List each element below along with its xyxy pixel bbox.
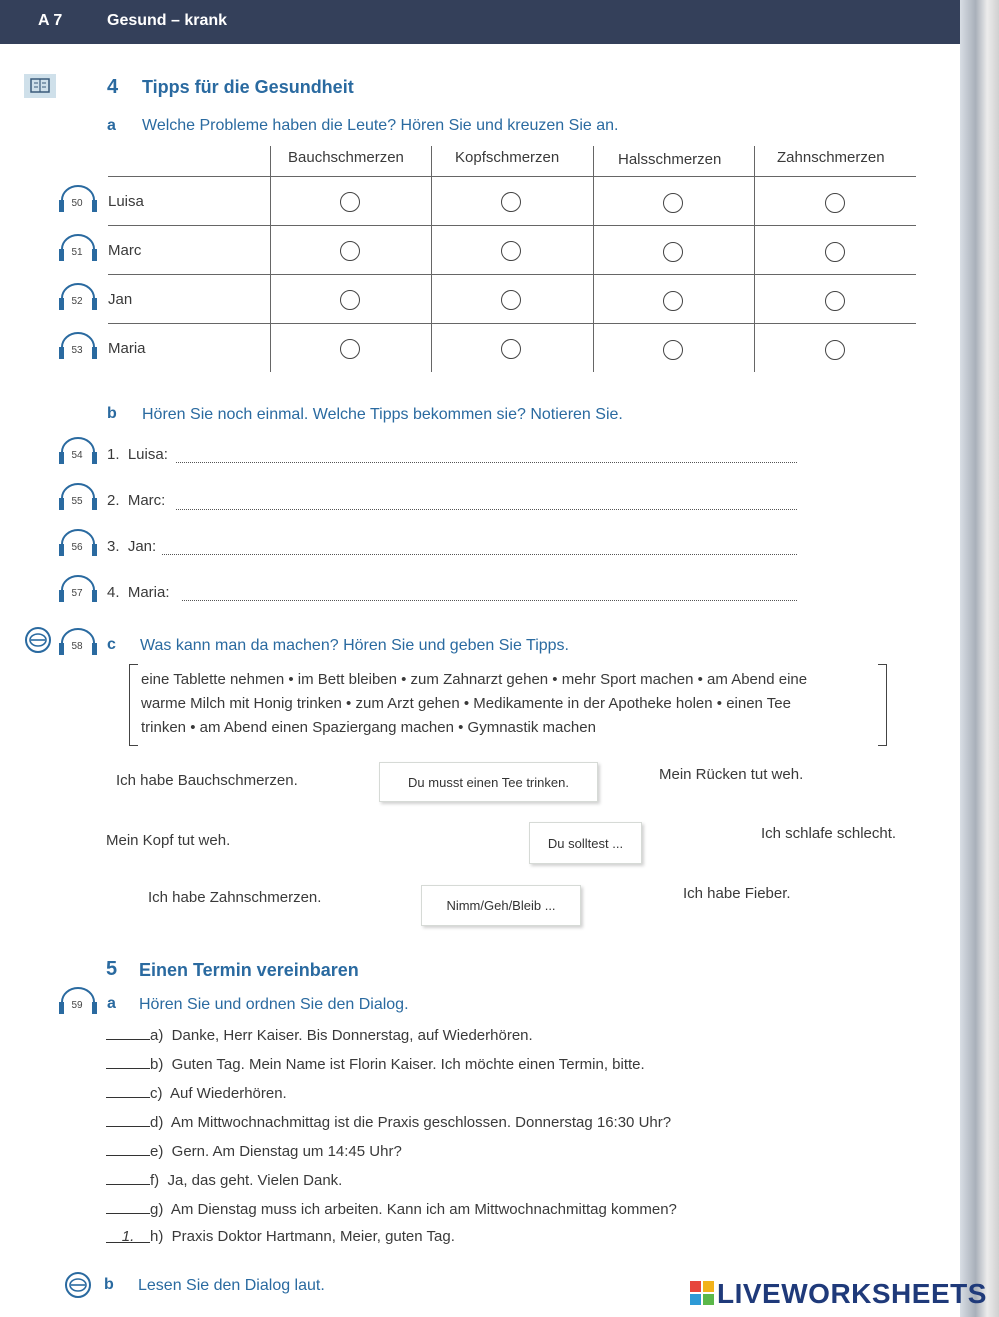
answer-circle[interactable] <box>825 291 845 311</box>
headphones-icon[interactable] <box>56 478 100 514</box>
order-input[interactable] <box>106 1112 150 1127</box>
headphones-icon[interactable] <box>56 524 100 560</box>
answer-circle[interactable] <box>825 340 845 360</box>
section-number: 5 <box>106 958 118 980</box>
exercise-instruction: Hören Sie und ordnen Sie den Dialog. <box>139 996 409 1013</box>
answer-circle[interactable] <box>663 291 683 311</box>
exercise-letter: b <box>107 405 117 422</box>
answer-circle[interactable] <box>501 241 521 261</box>
speech-bubble: Du solltest ... <box>529 822 642 864</box>
person-name: Marc <box>108 242 142 259</box>
column-header: Zahnschmerzen <box>777 149 885 166</box>
list-item: b) Guten Tag. Mein Name ist Florin Kaiser. Ich möchte einen Termin, bitte. <box>106 1054 645 1073</box>
headphones-icon[interactable] <box>56 180 100 216</box>
speech-bubble: Du musst einen Tee trinken. <box>379 762 598 802</box>
column-header: Kopfschmerzen <box>455 149 560 166</box>
track-number: 57 <box>71 588 83 599</box>
track-number: 53 <box>71 345 83 356</box>
answer-circle[interactable] <box>501 339 521 359</box>
answer-circle[interactable] <box>501 192 521 212</box>
answer-input[interactable] <box>176 461 797 463</box>
answer-circle[interactable] <box>663 193 683 213</box>
answer-circle[interactable] <box>501 290 521 310</box>
list-item: f) Ja, das geht. Vielen Dank. <box>106 1170 342 1189</box>
track-number: 54 <box>71 450 83 461</box>
unit-label: A 7 <box>38 12 63 29</box>
headphones-icon[interactable] <box>56 278 100 314</box>
exercise-letter: b <box>104 1276 114 1293</box>
exercise-instruction: Was kann man da machen? Hören Sie und geben Sie Tipps. <box>140 637 569 654</box>
track-number: 52 <box>71 296 83 307</box>
section-title: Tipps für die Gesundheit <box>142 77 354 97</box>
statement: Ich habe Fieber. <box>683 885 791 902</box>
speaking-icon <box>64 1271 92 1299</box>
answer-circle[interactable] <box>340 241 360 261</box>
track-number: 59 <box>71 1000 83 1011</box>
person-name: Jan <box>108 291 133 308</box>
liveworksheets-logo-icon <box>690 1281 714 1305</box>
headphones-icon[interactable] <box>56 229 100 265</box>
order-input[interactable] <box>106 1083 150 1098</box>
headphones-icon[interactable] <box>56 623 100 659</box>
answer-circle[interactable] <box>340 339 360 359</box>
answer-circle[interactable] <box>340 192 360 212</box>
answer-circle[interactable] <box>663 340 683 360</box>
order-input[interactable] <box>106 1199 150 1214</box>
exercise-instruction: Lesen Sie den Dialog laut. <box>138 1277 325 1294</box>
track-number: 58 <box>71 641 83 652</box>
exercise-instruction: Hören Sie noch einmal. Welche Tipps bekommen sie? Notieren Sie. <box>142 406 623 423</box>
person-name: Luisa <box>108 193 144 210</box>
order-input[interactable] <box>106 1141 150 1156</box>
list-item: d) Am Mittwochnachmittag ist die Praxis geschlossen. Donnerstag 16:30 Uhr? <box>106 1112 671 1131</box>
chapter-title: Gesund – krank <box>107 12 228 29</box>
column-header: Bauchschmerzen <box>288 149 404 166</box>
item-label: 4. Maria: <box>107 584 170 601</box>
person-name: Maria <box>108 340 146 357</box>
word-box <box>129 664 887 746</box>
word-box-line: trinken • am Abend einen Spaziergang machen • Gymnastik machen <box>141 719 596 736</box>
item-label: 3. Jan: <box>107 538 157 555</box>
track-number: 55 <box>71 496 83 507</box>
list-item: c) Auf Wiederhören. <box>106 1083 287 1102</box>
list-item: 1. h) Praxis Doktor Hartmann, Meier, guten Tag. <box>106 1228 455 1245</box>
order-input[interactable] <box>106 1054 150 1069</box>
answer-circle[interactable] <box>825 193 845 213</box>
order-input[interactable] <box>106 1025 150 1040</box>
list-item: e) Gern. Am Dienstag um 14:45 Uhr? <box>106 1141 402 1160</box>
page-header <box>0 0 975 44</box>
section-title: Einen Termin vereinbaren <box>139 960 359 980</box>
list-item: a) Danke, Herr Kaiser. Bis Donnerstag, auf Wiederhören. <box>106 1025 533 1044</box>
watermark-text: LIVEWORKSHEETS <box>717 1278 987 1309</box>
item-label: 1. Luisa: <box>107 446 168 463</box>
answer-input[interactable] <box>176 508 797 510</box>
exercise-letter: a <box>107 117 116 134</box>
statement: Ich schlafe schlecht. <box>761 825 897 842</box>
exercise-letter: c <box>107 636 116 653</box>
headphones-icon[interactable] <box>56 570 100 606</box>
answer-input[interactable] <box>162 553 797 555</box>
track-number: 51 <box>71 247 83 258</box>
speaking-icon <box>24 626 52 654</box>
exercise-instruction: Welche Probleme haben die Leute? Hören Sie und kreuzen Sie an. <box>142 117 619 134</box>
order-input[interactable] <box>106 1170 150 1185</box>
page-edge <box>960 0 999 1317</box>
section-number: 4 <box>107 76 119 98</box>
headphones-icon[interactable] <box>56 982 100 1018</box>
exercise-letter: a <box>107 995 116 1012</box>
answer-circle[interactable] <box>663 242 683 262</box>
list-item: g) Am Dienstag muss ich arbeiten. Kann ich am Mittwochnachmittag kommen? <box>106 1199 677 1218</box>
headphones-icon[interactable] <box>56 432 100 468</box>
word-box-line: eine Tablette nehmen • im Bett bleiben • zum Zahnarzt gehen • mehr Sport machen • am Abend eine <box>141 671 808 688</box>
word-box-line: warme Milch mit Honig trinken • zum Arzt gehen • Medikamente in der Apotheke holen • einen Tee <box>141 695 791 712</box>
item-label: 2. Marc: <box>107 492 166 509</box>
answer-circle[interactable] <box>825 242 845 262</box>
track-number: 56 <box>71 542 83 553</box>
column-header: Halsschmerzen <box>618 151 722 168</box>
answer-input[interactable] <box>182 599 797 601</box>
answer-circle[interactable] <box>340 290 360 310</box>
order-input[interactable]: 1. <box>106 1228 150 1243</box>
statement: Mein Rücken tut weh. <box>659 766 804 783</box>
statement: Ich habe Bauchschmerzen. <box>116 772 298 789</box>
track-number: 50 <box>71 198 83 209</box>
statement: Mein Kopf tut weh. <box>106 832 231 849</box>
book-icon <box>24 74 56 98</box>
headphones-icon[interactable] <box>56 327 100 363</box>
statement: Ich habe Zahnschmerzen. <box>148 889 322 906</box>
speech-bubble: Nimm/Geh/Bleib ... <box>421 885 581 926</box>
watermark <box>690 1278 990 1310</box>
